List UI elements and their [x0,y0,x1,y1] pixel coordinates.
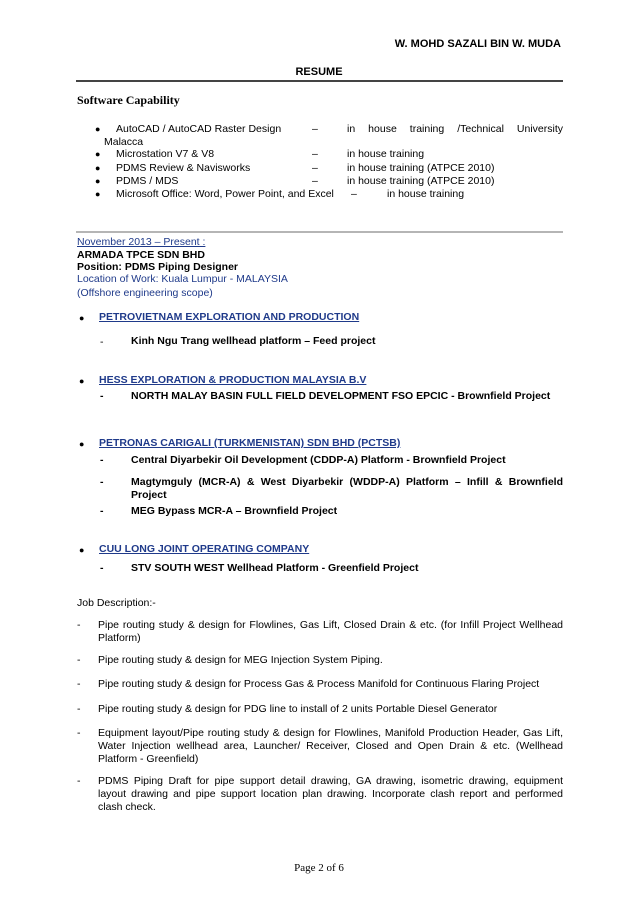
page-number: Page 2 of 6 [294,862,344,874]
employment-scope: (Offshore engineering scope) [77,287,213,299]
software-training: in house training /Technical University [347,123,563,135]
author-name: W. MOHD SAZALI BIN W. MUDA [394,38,561,50]
bullet-icon: ● [95,124,101,134]
project-name: STV SOUTH WEST Wellhead Platform - Greenfield Project [131,562,419,574]
employment-location: Location of Work: Kuala Lumpur - MALAYSIA [77,273,288,285]
project-name: Kinh Ngu Trang wellhead platform – Feed project [131,335,376,347]
job-dash: - [77,727,81,739]
software-tool: Microstation V7 & V8 [116,148,215,160]
software-dash: – [312,123,318,135]
job-item: Pipe routing study & design for PDG line to install of 2 units Portable Diesel Generator [98,703,498,715]
bullet-icon: ● [95,149,101,159]
software-training: in house training [347,148,425,160]
job-item: Equipment layout/Pipe routing study & design for Flowlines, Manifold Production Header, Gas Lift, Water Injection wellhead area, Launcher/ Receiver, Closed and Open Drain & etc. (Wellhead Platform - Greenfield) [98,727,563,765]
project-dash: - [100,454,104,466]
project-dash: - [100,562,104,574]
bullet-icon: ● [79,545,85,555]
software-training: in house training (ATPCE 2010) [347,162,495,174]
software-tool: AutoCAD / AutoCAD Raster Design [116,123,282,135]
software-dash: – [312,148,318,160]
software-training: in house training [387,188,465,200]
employment-company: ARMADA TPCE SDN BHD [77,249,205,261]
client-name: PETRONAS CARIGALI (TURKMENISTAN) SDN BHD (PCTSB) [99,437,401,449]
job-dash: - [77,619,81,631]
job-item: Pipe routing study & design for MEG Injection System Piping. [98,654,383,666]
job-dash: - [77,654,81,666]
client-name: HESS EXPLORATION & PRODUCTION MALAYSIA B.V [99,374,367,386]
header-rule [76,80,563,82]
job-dash: - [77,678,81,690]
employment-position: Position: PDMS Piping Designer [77,261,239,273]
section-divider [76,231,563,233]
project-name: Central Diyarbekir Oil Development (CDDP-A) Platform - Brownfield Project [131,454,506,466]
software-heading: Software Capability [77,93,180,107]
job-description-heading: Job Description:- [77,597,156,609]
job-item: Pipe routing study & design for Process Gas & Process Manifold for Continuous Flaring Project [98,678,540,690]
project-name: MEG Bypass MCR-A – Brownfield Project [131,505,338,517]
software-training: in house training (ATPCE 2010) [347,175,495,187]
bullet-icon: ● [79,376,85,386]
project-dash: - [100,390,104,402]
job-item: Pipe routing study & design for Flowlines, Gas Lift, Closed Drain & etc. (for Infill Project Wellhead Platform) [98,619,563,644]
job-dash: - [77,703,81,715]
project-dash: - [100,505,104,517]
software-tool: PDMS / MDS [116,175,179,187]
client-name: PETROVIETNAM EXPLORATION AND PRODUCTION [99,311,360,323]
bullet-icon: ● [95,189,101,199]
software-dash: – [351,188,357,200]
software-tool: PDMS Review & Navisworks [116,162,251,174]
client-name: CUU LONG JOINT OPERATING COMPANY [99,543,310,555]
page-title: RESUME [295,66,343,78]
bullet-icon: ● [79,313,85,323]
software-tool: Microsoft Office: Word, Power Point, and Excel [116,188,334,200]
software-training-cont: Malacca [104,136,144,148]
project-dash: - [100,476,104,488]
project-dash: - [100,336,104,348]
bullet-icon: ● [79,439,85,449]
software-dash: – [312,175,318,187]
employment-period: November 2013 – Present : [77,236,206,248]
bullet-icon: ● [95,176,101,186]
bullet-icon: ● [95,163,101,173]
project-name: Magtymguly (MCR-A) & West Diyarbekir (WDDP-A) Platform – Infill & Brownfield Project [131,476,563,501]
job-dash: - [77,775,81,787]
job-item: PDMS Piping Draft for pipe support detail drawing, GA drawing, isometric drawing, equipment layout drawing and pipe support location plan drawing. Incorporate clash report and performed clash check. [98,775,563,813]
software-dash: – [312,162,318,174]
project-name: NORTH MALAY BASIN FULL FIELD DEVELOPMENT FSO EPCIC - Brownfield Project [131,390,551,402]
